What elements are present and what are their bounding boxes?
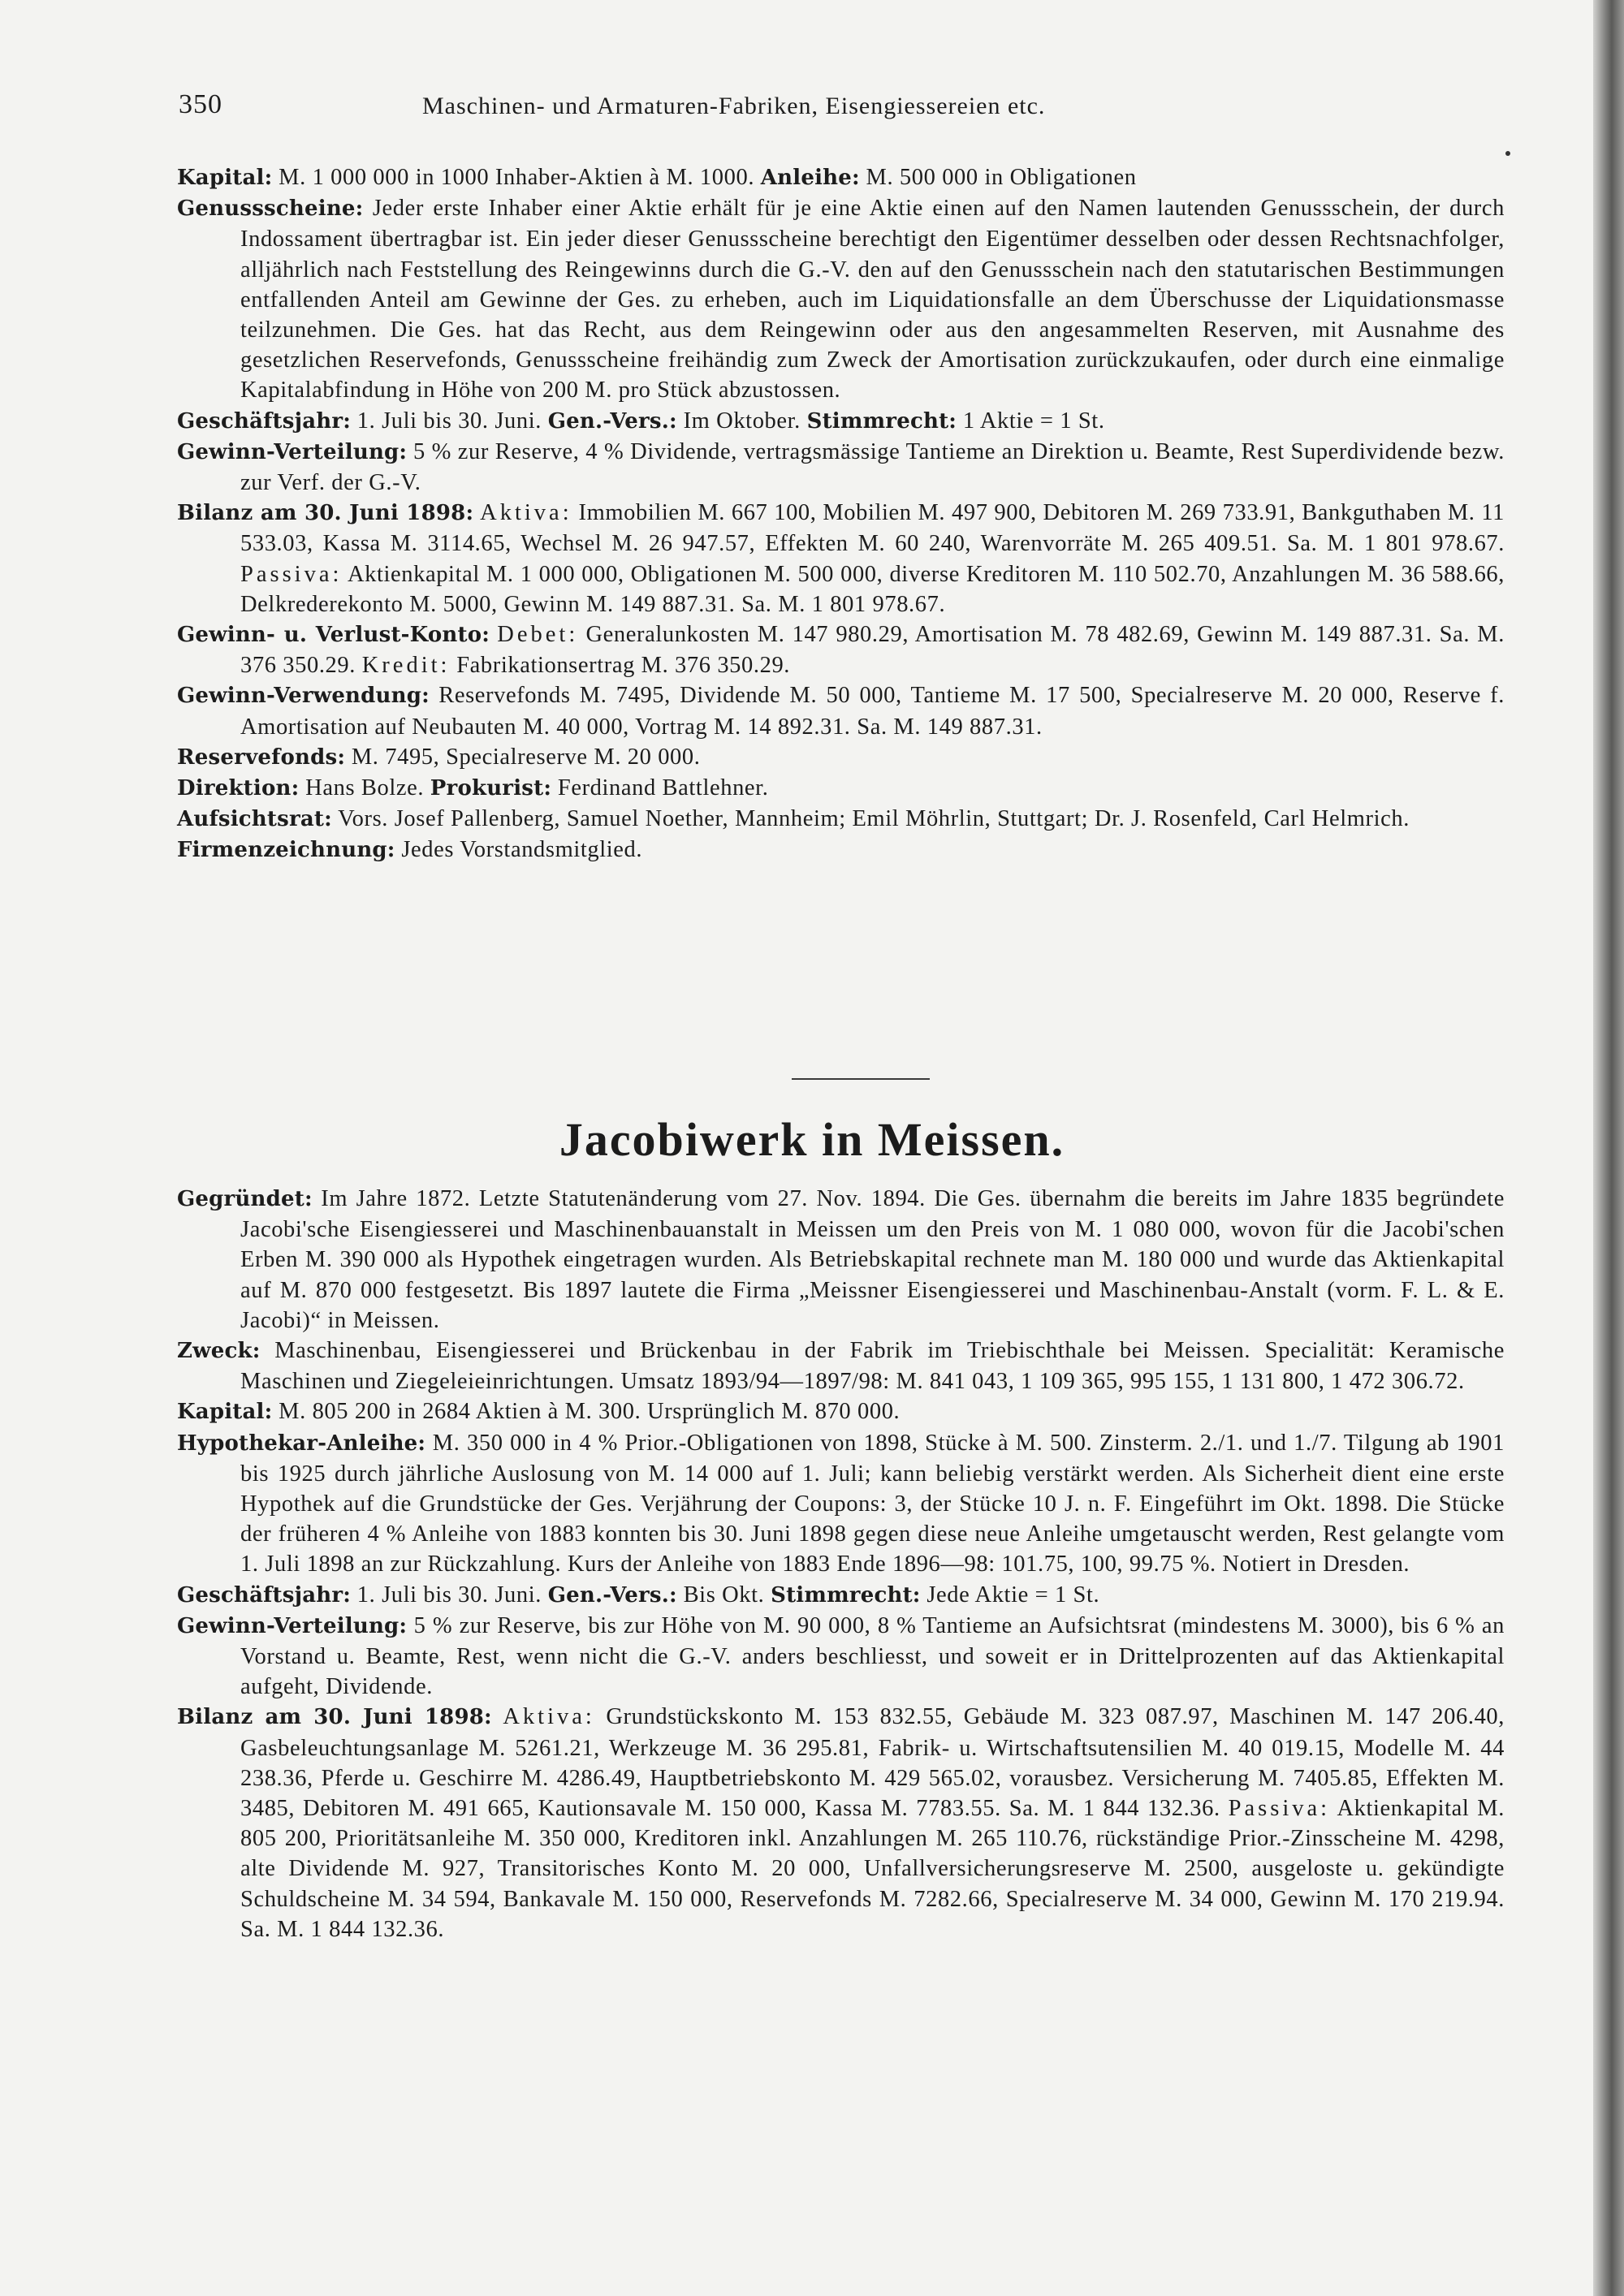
label-gen-vers-2: Gen.-Vers.: [547,1582,677,1608]
label-kapital-2: Kapital: [177,1400,273,1425]
label-aufsichtsrat: Aufsichtsrat: [177,807,332,832]
label-genussscheine: Genussscheine: [177,196,364,222]
label-bilanz-2: Bilanz am 30. Juni 1898: [177,1705,492,1730]
entry-gegruendet: Gegründet: Im Jahre 1872. Letzte Statutenänderung vom 27. Nov. 1894. Die Ges. übernahm die bereits im Jahre 1835 begründete Jacobi'sche Eisengiesserei und Maschinenbauanstalt in Meissen um den Preis von M. 1 080 000, wovon für die Jacobi'schen Erben M. 390 000 als Hypothek eingetragen wurden. Als Betriebskapital rechnete man M. 180 000 und wurde das Aktienkapital auf M. 870 000 festgesetzt. Bis 1897 lautete die Firma „Meissner Eisengiesserei und Maschinenbau-Anstalt (vorm. F. L. & E. Jacobi)“ in Meissen. [177,1186,1505,1333]
page-number: 350 [179,89,222,119]
page-binding-edge [1593,0,1624,2296]
label-geschaeftsjahr: Geschäftsjahr: [177,408,352,434]
ink-dot [1505,151,1510,156]
running-title: Maschinen- und Armaturen-Fabriken, Eisengiessereien etc. [422,93,1046,119]
label-firmenzeichnung: Firmenzeichnung: [177,838,395,863]
label-kapital: Kapital: [177,166,273,190]
label-bilanz: Bilanz am 30. Juni 1898: [177,501,474,526]
entry-kapital-2: Kapital: M. 805 200 in 2684 Aktien à M. 300. Ursprünglich M. 870 000. [177,1399,901,1425]
entry-genussscheine: Genussscheine: Jeder erste Inhaber einer Aktie erhält für je eine Aktie einen auf den Namen lautenden Genussschein, der durch Indossament übertragbar ist. Ein jeder dieser Genussscheine berechtigt den Eigentümer desselben oder dessen Rechtsnachfolger, alljährlich nach Feststellung des Reingewinns durch die G.-V. den auf den Genussschein nach den statutarischen Bestimmungen entfallenden Anteil am Gewinne der Ges. zu erheben, auch im Liquidationsfalle an dem Überschusse der Liquidationsmasse teilzunehmen. Die Ges. hat das Recht, aus dem Reingewinn oder aus den angesammelten Reserven, mit Ausnahme des gesetzlichen Reservefonds, Genussscheine freihändig zum Zweck der Amortisation zurückzukaufen, oder durch eine einmalige Kapitalabfindung in Höhe von 200 M. pro Stück abzustossen. [177,196,1505,404]
label-hypothekar-anleihe: Hypothekar-Anleihe: [177,1431,426,1456]
entry-hypothekar-anleihe: Hypothekar-Anleihe: M. 350 000 in 4 % Prior.-Obligationen von 1898, Stücke à M. 500. Zinsterm. 2./1. und 1./7. Tilgung ab 1901 bis 1925 durch jährliche Auslosung von M. 14 000 auf 1. Juli; kann beliebig verstärkt werden. Als Sicherheit dient eine erste Hypothek auf die Grundstücke der Ges. Verjährung der Coupons: 3, der Stücke 10 J. n. F. Eingeführt im Okt. 1898. Die Stücke der früheren 4 % Anleihe von 1883 konnten bis 30. Juni 1898 gegen diese neue Anleihe umgetauscht werden, Rest gelangte vom 1. Juli 1898 an zur Rückzahlung. Kurs der Anleihe von 1883 Ende 1896—98: 101.75, 100, 99.75 %. Notiert in Dresden. [177,1430,1505,1577]
company-entry-upper [177,162,1505,866]
entry-gewinn-verteilung: Gewinn-Verteilung: 5 % zur Reserve, 4 % Dividende, vertragsmässige Tantieme an Direktion u. Beamte, Rest Superdividende bezw. zur Verf. der G.-V. [177,438,1505,496]
label-stimmrecht-2: Stimmrecht: [771,1582,921,1608]
label-gen-vers: Gen.-Vers.: [547,408,677,434]
entry-gewinn-verteilung-2: Gewinn-Verteilung: 5 % zur Reserve, bis zur Höhe von M. 90 000, 8 % Tantieme an Aufsichtsrat (mindestens M. 3000), bis 6 % an Vorstand u. Beamte, Rest, wenn nicht die G.-V. anders beschliesst, und soweit er in Drittelprozenten auf das Aktienkapital aufgeht, Dividende. [177,1612,1505,1700]
entry-zweck: Zweck: Maschinenbau, Eisengiesserei und Brückenbau in der Fabrik im Triebischthale bei Meissen. Specialität: Keramische Maschinen und Ziegeleieinrichtungen. Umsatz 1893/94—1897/98: M. 841 043, 1 109 365, 995 155, 1 131 800, 1 472 306.72. [177,1338,1505,1395]
company-title: Jacobiwerk in Meissen. [559,1113,1065,1166]
label-stimmrecht: Stimmrecht: [806,408,957,434]
entry-bilanz-2: Bilanz am 30. Juni 1898: Aktiva: Grundstückskonto M. 153 832.55, Gebäude M. 323 087.97, Maschinen M. 147 206.40, Gasbeleuchtungsanlage M. 5261.21, Werkzeuge M. 36 295.81, Fabrik- u. Wirtschaftsutensilien M. 40 019.15, Modelle M. 44 238.36, Pferde u. Geschirre M. 4286.49, Hauptbetriebskonto M. 429 565.02, vorausbez. Versicherung M. 7405.85, Effekten M. 3485, Debitoren M. 491 665, Kautionsavale M. 150 000, Kassa M. 7783.55. Sa. M. 1 844 132.36. Passiva: Aktienkapital M. 805 200, Prioritätsanleihe M. 350 000, Kreditoren inkl. Anzahlungen M. 265 110.76, rückständige Prior.-Zinsscheine M. 4298, alte Dividende M. 927, Transitorisches Konto M. 20 000, Unfallversicherungsreserve M. 2500, ausgeloste u. gekündigte Schuldscheine M. 34 594, Bankavale M. 150 000, Reservefonds M. 7282.66, Specialreserve M. 34 000, Gewinn M. 170 219.94. Sa. M. 1 844 132.36. [177,1704,1505,1942]
company-entry-jacobiwerk [177,1184,1505,1944]
entry-geschaeftsjahr-2: Geschäftsjahr: 1. Juli bis 30. Juni. Gen.-Vers.: Bis Okt. Stimmrecht: Jede Aktie = 1 St. [177,1582,1100,1608]
label-gegruendet: Gegründet: [177,1187,313,1211]
entry-direktion: Direktion: Hans Bolze. Prokurist: Ferdinand Battlehner. [177,775,769,801]
label-anleihe: Anleihe: [760,166,860,190]
label-direktion: Direktion: [177,776,300,801]
entry-gewinn-verlust: Gewinn- u. Verlust-Konto: Debet: Generalunkosten M. 147 980.29, Amortisation M. 78 482.69, Gewinn M. 149 887.31. Sa. M. 376 350.29. Kredit: Fabrikationsertrag M. 376 350.29. [177,622,1505,679]
entry-firmenzeichnung: Firmenzeichnung: Jedes Vorstandsmitglied. [177,837,643,863]
entry-kapital: Kapital: M. 1 000 000 in 1000 Inhaber-Aktien à M. 1000. Anleihe: M. 500 000 in Obligationen [177,165,1137,190]
entry-gewinn-verwendung: Gewinn-Verwendung: Reservefonds M. 7495, Dividende M. 50 000, Tantieme M. 17 500, Specialreserve M. 20 000, Reserve f. Amortisation auf Neubauten M. 40 000, Vortrag M. 14 892.31. Sa. M. 149 887.31. [177,683,1505,740]
entry-reservefonds: Reservefonds: M. 7495, Specialreserve M. 20 000. [177,744,701,770]
label-gewinn-verlust: Gewinn- u. Verlust-Konto: [177,623,490,648]
label-zweck: Zweck: [177,1339,261,1364]
label-gewinn-verwendung: Gewinn-Verwendung: [177,684,430,709]
label-reservefonds: Reservefonds: [177,744,346,770]
label-prokurist: Prokurist: [430,776,552,801]
section-divider [792,1078,930,1080]
label-geschaeftsjahr-2: Geschäftsjahr: [177,1582,352,1608]
label-gewinn-verteilung: Gewinn-Verteilung: [177,439,408,464]
entry-geschaeftsjahr: Geschäftsjahr: 1. Juli bis 30. Juni. Gen.-Vers.: Im Oktober. Stimmrecht: 1 Aktie = 1 St. [177,408,1105,434]
entry-aufsichtsrat: Aufsichtsrat: Vors. Josef Pallenberg, Samuel Noether, Mannheim; Emil Möhrlin, Stuttgart; Dr. J. Rosenfeld, Carl Helmrich. [177,806,1410,832]
entry-bilanz: Bilanz am 30. Juni 1898: Aktiva: Immobilien M. 667 100, Mobilien M. 497 900, Debitoren M. 269 733.91, Bankguthaben M. 11 533.03, Kassa M. 3114.65, Wechsel M. 26 947.57, Effekten M. 60 240, Warenvorräte M. 265 409.51. Sa. M. 1 801 978.67. Passiva: Aktienkapital M. 1 000 000, Obligationen M. 500 000, diverse Kreditoren M. 110 502.70, Anzahlungen M. 36 588.66, Delkrederekonto M. 5000, Gewinn M. 149 887.31. Sa. M. 1 801 978.67. [177,500,1505,617]
label-gewinn-verteilung-2: Gewinn-Verteilung: [177,1613,408,1638]
